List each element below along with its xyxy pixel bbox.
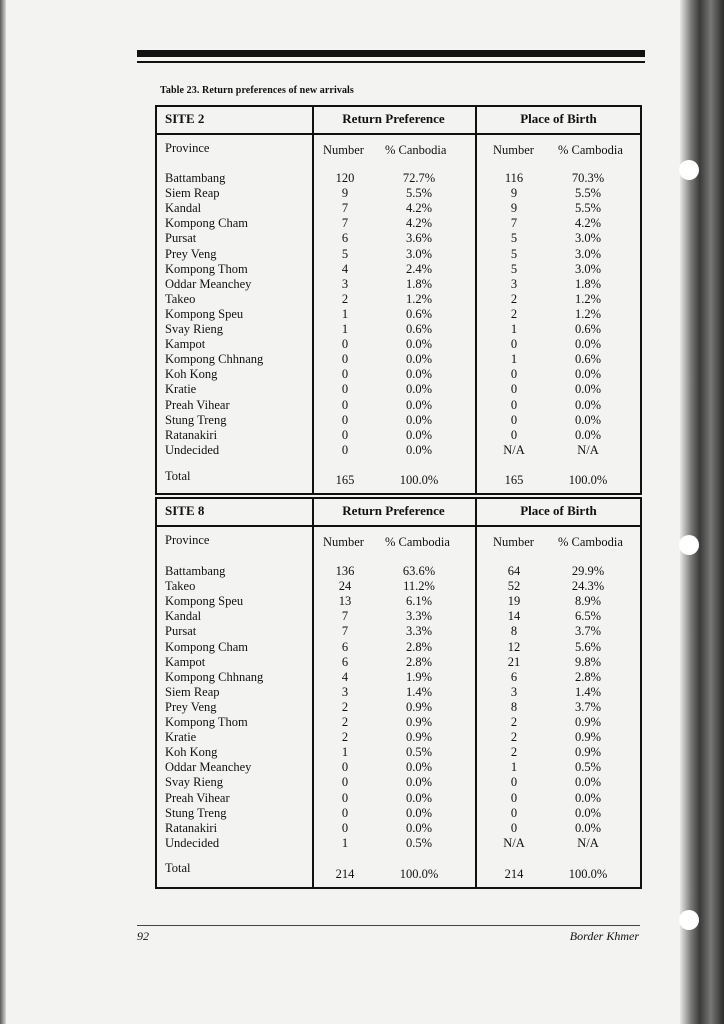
rp-number-cell: 3 [341, 684, 349, 699]
pb-number-cell: 0 [510, 382, 518, 397]
pb-percent-cell: 0.0% [574, 397, 602, 412]
pb-percent-cell: 8.9% [574, 594, 602, 609]
pb-number-cell: 2 [510, 291, 518, 306]
pb-number-cell: 2 [510, 715, 518, 729]
province-cell: Stung Treng [165, 412, 227, 427]
number-column-header: Number [493, 535, 534, 549]
pb-percent-cell: 4.2% [574, 216, 602, 231]
pb-number-cell: 0 [510, 397, 518, 412]
total-rp-percent: 100.0% [399, 867, 439, 881]
pb-number-cell: N/A [503, 835, 525, 850]
rp-number-cell: 0 [341, 367, 349, 382]
rp-number-cell: 24 [338, 579, 352, 594]
pb-number-cell: 116 [504, 171, 524, 185]
province-cell: Kandal [165, 609, 202, 624]
rp-percent-cell: 3.3% [405, 609, 433, 624]
rp-number-cell: 3 [341, 276, 349, 291]
pb-number-cell: 0 [510, 820, 518, 835]
number-column-header: Number [493, 143, 534, 157]
rp-number-cell: 4 [341, 669, 349, 684]
rp-number-cell: 7 [341, 216, 349, 231]
pb-percent-cell: 3.0% [574, 261, 602, 276]
rp-number-cell: 2 [341, 715, 349, 729]
return-preference-heading: Return Preference [342, 111, 445, 126]
rp-percent-cell: 1.8% [405, 276, 433, 291]
province-cell: Kompong Speu [165, 594, 244, 609]
province-cell: Ratanakiri [165, 427, 218, 442]
total-rp-number: 165 [335, 473, 355, 487]
pb-percent-cell: 6.5% [574, 609, 602, 624]
punch-hole [679, 160, 699, 180]
rp-percent-cell: 0.0% [405, 352, 433, 367]
pb-percent-cell: 70.3% [571, 171, 605, 185]
pb-number-cell: 2 [510, 306, 518, 321]
province-cell: Stung Treng [165, 805, 227, 820]
rp-percent-cell: 0.0% [405, 775, 433, 790]
rp-number-cell: 0 [341, 775, 349, 790]
site-title: SITE 2 [165, 111, 205, 126]
pb-percent-cell: 24.3% [571, 579, 605, 594]
column-divider [312, 107, 314, 493]
row-divider [157, 133, 640, 135]
rp-number-cell: 136 [335, 564, 355, 578]
footer-rule [137, 925, 640, 926]
pb-percent-cell: 0.0% [574, 382, 602, 397]
rp-percent-cell: 3.6% [405, 231, 433, 246]
number-column-header: Number [323, 143, 364, 157]
header-rule [137, 61, 645, 63]
province-cell: Pursat [165, 624, 197, 639]
pb-number-cell: 5 [510, 231, 518, 246]
total-pb-percent: 100.0% [568, 473, 608, 487]
rp-percent-cell: 3.0% [405, 246, 433, 261]
pb-percent-cell: 0.0% [574, 337, 602, 352]
rp-number-cell: 1 [341, 745, 349, 760]
rp-percent-cell: 0.0% [405, 427, 433, 442]
province-cell: Oddar Meanchey [165, 276, 252, 291]
rp-number-cell: 2 [341, 699, 349, 714]
pb-percent-cell: 0.9% [574, 745, 602, 760]
pb-number-cell: 2 [510, 730, 518, 745]
province-cell: Prey Veng [165, 699, 217, 714]
punch-hole [679, 535, 699, 555]
rp-number-cell: 1 [341, 835, 349, 850]
pb-number-cell: 0 [510, 775, 518, 790]
rp-number-cell: 4 [341, 261, 349, 276]
site2-table [155, 105, 642, 495]
rp-percent-cell: 0.6% [405, 306, 433, 321]
province-cell: Siem Reap [165, 684, 220, 699]
rp-percent-cell: 0.9% [405, 699, 433, 714]
pb-number-cell: 1 [510, 760, 518, 775]
rp-number-cell: 0 [341, 820, 349, 835]
rp-number-cell: 120 [335, 171, 355, 185]
rp-percent-cell: 0.0% [405, 442, 433, 457]
scan-shadow-right [680, 0, 724, 1024]
province-cell: Kompong Thom [165, 715, 248, 729]
pb-number-cell: 6 [510, 669, 518, 684]
province-cell: Koh Kong [165, 367, 218, 382]
rp-number-cell: 0 [341, 337, 349, 352]
pb-number-cell: 1 [510, 352, 518, 367]
province-cell: Kratie [165, 730, 197, 745]
province-cell: Kampot [165, 337, 206, 352]
province-cell: Takeo [165, 291, 196, 306]
pb-percent-cell: 1.2% [574, 291, 602, 306]
pb-percent-cell: 1.2% [574, 306, 602, 321]
rp-number-cell: 5 [341, 246, 349, 261]
total-label: Total [165, 861, 191, 875]
scan-shadow-left [0, 0, 6, 1024]
rp-number-cell: 1 [341, 322, 349, 336]
pb-percent-cell: 0.9% [574, 730, 602, 745]
province-cell: Pursat [165, 231, 197, 246]
rp-number-cell: 7 [341, 624, 349, 639]
rp-number-cell: 6 [341, 639, 349, 654]
pb-percent-cell: 2.8% [574, 669, 602, 684]
province-cell: Kompong Cham [165, 216, 248, 231]
pb-percent-cell: 5.5% [574, 201, 602, 216]
rp-number-cell: 9 [341, 186, 349, 201]
rp-number-cell: 0 [341, 352, 349, 367]
rp-percent-cell: 1.2% [405, 291, 433, 306]
rp-percent-cell: 1.9% [405, 669, 433, 684]
pb-number-cell: 64 [507, 564, 521, 578]
pb-number-cell: 19 [507, 594, 521, 609]
rp-number-cell: 0 [341, 790, 349, 805]
percent-column-header: % Canbodia [385, 143, 447, 157]
rp-percent-cell: 4.2% [405, 216, 433, 231]
rp-number-cell: 2 [341, 291, 349, 306]
province-cell: Undecided [165, 442, 220, 457]
rp-percent-cell: 5.5% [405, 186, 433, 201]
pb-number-cell: 1 [510, 322, 518, 336]
rp-percent-cell: 0.0% [405, 820, 433, 835]
total-pb-number: 165 [504, 473, 524, 487]
pb-percent-cell: 0.0% [574, 790, 602, 805]
rp-number-cell: 7 [341, 609, 349, 624]
rp-percent-cell: 0.6% [405, 322, 433, 336]
province-cell: Koh Kong [165, 745, 218, 760]
row-divider [157, 525, 640, 527]
rp-number-cell: 0 [341, 397, 349, 412]
pb-number-cell: 8 [510, 624, 518, 639]
pb-percent-cell: 29.9% [571, 564, 605, 578]
pb-percent-cell: 3.0% [574, 246, 602, 261]
province-cell: Kompong Thom [165, 261, 248, 276]
rp-percent-cell: 2.8% [405, 654, 433, 669]
province-cell: Undecided [165, 835, 220, 850]
pb-number-cell: 21 [507, 654, 521, 669]
pb-number-cell: 3 [510, 684, 518, 699]
province-cell: Svay Rieng [165, 775, 223, 790]
pb-percent-cell: 0.0% [574, 820, 602, 835]
pb-number-cell: 14 [507, 609, 521, 624]
pb-percent-cell: 3.0% [574, 231, 602, 246]
province-column-header: Province [165, 141, 210, 155]
pb-percent-cell: N/A [577, 835, 599, 850]
rp-number-cell: 0 [341, 412, 349, 427]
site8-table [155, 497, 642, 889]
pb-percent-cell: 0.6% [574, 352, 602, 367]
rp-percent-cell: 0.5% [405, 745, 433, 760]
rp-percent-cell: 0.0% [405, 805, 433, 820]
pb-percent-cell: 0.0% [574, 412, 602, 427]
province-cell: Kompong Speu [165, 306, 244, 321]
number-column-header: Number [323, 535, 364, 549]
pb-number-cell: 0 [510, 367, 518, 382]
pb-number-cell: 2 [510, 745, 518, 760]
rp-number-cell: 6 [341, 231, 349, 246]
column-divider [475, 499, 477, 887]
rp-percent-cell: 72.7% [402, 171, 436, 185]
pb-number-cell: 0 [510, 412, 518, 427]
pb-percent-cell: 0.6% [574, 322, 602, 336]
pb-number-cell: 0 [510, 805, 518, 820]
pb-percent-cell: 3.7% [574, 699, 602, 714]
pb-percent-cell: 5.5% [574, 186, 602, 201]
pb-percent-cell: 3.7% [574, 624, 602, 639]
percent-column-header: % Cambodia [558, 143, 623, 157]
site-title: SITE 8 [165, 503, 205, 518]
pb-percent-cell: 0.0% [574, 805, 602, 820]
pb-number-cell: 3 [510, 276, 518, 291]
running-title: Border Khmer [569, 929, 639, 943]
pb-number-cell: 12 [507, 639, 521, 654]
pb-percent-cell: 9.8% [574, 654, 602, 669]
rp-percent-cell: 6.1% [405, 594, 433, 609]
header-rule [137, 50, 645, 57]
pb-number-cell: 8 [510, 699, 518, 714]
return-preference-heading: Return Preference [342, 503, 445, 518]
percent-column-header: % Cambodia [385, 535, 450, 549]
province-cell: Battambang [165, 564, 226, 578]
rp-percent-cell: 0.0% [405, 412, 433, 427]
percent-column-header: % Cambodia [558, 535, 623, 549]
rp-number-cell: 0 [341, 442, 349, 457]
punch-hole [679, 910, 699, 930]
pb-percent-cell: 0.5% [574, 760, 602, 775]
province-cell: Ratanakiri [165, 820, 218, 835]
total-rp-percent: 100.0% [399, 473, 439, 487]
rp-percent-cell: 0.9% [405, 715, 433, 729]
province-cell: Preah Vihear [165, 397, 230, 412]
pb-percent-cell: 0.0% [574, 775, 602, 790]
rp-percent-cell: 0.9% [405, 730, 433, 745]
rp-percent-cell: 63.6% [402, 564, 436, 578]
pb-percent-cell: 0.0% [574, 427, 602, 442]
pb-number-cell: N/A [503, 442, 525, 457]
rp-percent-cell: 0.0% [405, 367, 433, 382]
pb-percent-cell: 1.8% [574, 276, 602, 291]
place-of-birth-heading: Place of Birth [520, 111, 597, 126]
pb-percent-cell: 1.4% [574, 684, 602, 699]
rp-percent-cell: 2.8% [405, 639, 433, 654]
pb-number-cell: 7 [510, 216, 518, 231]
pb-number-cell: 5 [510, 261, 518, 276]
province-cell: Oddar Meanchey [165, 760, 252, 775]
pb-number-cell: 9 [510, 186, 518, 201]
rp-number-cell: 2 [341, 730, 349, 745]
rp-percent-cell: 0.0% [405, 790, 433, 805]
pb-number-cell: 0 [510, 337, 518, 352]
province-column-header: Province [165, 533, 210, 547]
rp-percent-cell: 0.0% [405, 760, 433, 775]
province-cell: Kompong Cham [165, 639, 248, 654]
pb-number-cell: 9 [510, 201, 518, 216]
province-cell: Battambang [165, 171, 226, 185]
province-cell: Kompong Chhnang [165, 669, 264, 684]
rp-percent-cell: 0.0% [405, 337, 433, 352]
pb-percent-cell: N/A [577, 442, 599, 457]
rp-number-cell: 6 [341, 654, 349, 669]
table-caption: Table 23. Return preferences of new arrivals [160, 85, 354, 96]
rp-percent-cell: 3.3% [405, 624, 433, 639]
rp-number-cell: 1 [341, 306, 349, 321]
rp-percent-cell: 1.4% [405, 684, 433, 699]
rp-percent-cell: 0.0% [405, 397, 433, 412]
pb-number-cell: 5 [510, 246, 518, 261]
rp-number-cell: 0 [341, 805, 349, 820]
pb-percent-cell: 0.9% [574, 715, 602, 729]
pb-percent-cell: 0.0% [574, 367, 602, 382]
rp-number-cell: 0 [341, 760, 349, 775]
rp-percent-cell: 2.4% [405, 261, 433, 276]
rp-number-cell: 0 [341, 427, 349, 442]
province-cell: Svay Rieng [165, 322, 223, 336]
province-cell: Kampot [165, 654, 206, 669]
page-number: 92 [137, 929, 149, 943]
rp-number-cell: 7 [341, 201, 349, 216]
total-pb-number: 214 [504, 867, 524, 881]
province-cell: Prey Veng [165, 246, 217, 261]
rp-percent-cell: 0.0% [405, 382, 433, 397]
pb-number-cell: 0 [510, 790, 518, 805]
total-pb-percent: 100.0% [568, 867, 608, 881]
pb-number-cell: 52 [507, 579, 521, 594]
column-divider [312, 499, 314, 887]
rp-percent-cell: 0.5% [405, 835, 433, 850]
rp-number-cell: 0 [341, 382, 349, 397]
rp-percent-cell: 4.2% [405, 201, 433, 216]
pb-number-cell: 0 [510, 427, 518, 442]
rp-number-cell: 13 [338, 594, 352, 609]
province-cell: Kompong Chhnang [165, 352, 264, 367]
province-cell: Kratie [165, 382, 197, 397]
province-cell: Siem Reap [165, 186, 220, 201]
total-rp-number: 214 [335, 867, 355, 881]
place-of-birth-heading: Place of Birth [520, 503, 597, 518]
rp-percent-cell: 11.2% [403, 579, 435, 594]
pb-percent-cell: 5.6% [574, 639, 602, 654]
province-cell: Preah Vihear [165, 790, 230, 805]
column-divider [475, 107, 477, 493]
total-label: Total [165, 469, 191, 483]
province-cell: Takeo [165, 579, 196, 594]
province-cell: Kandal [165, 201, 202, 216]
